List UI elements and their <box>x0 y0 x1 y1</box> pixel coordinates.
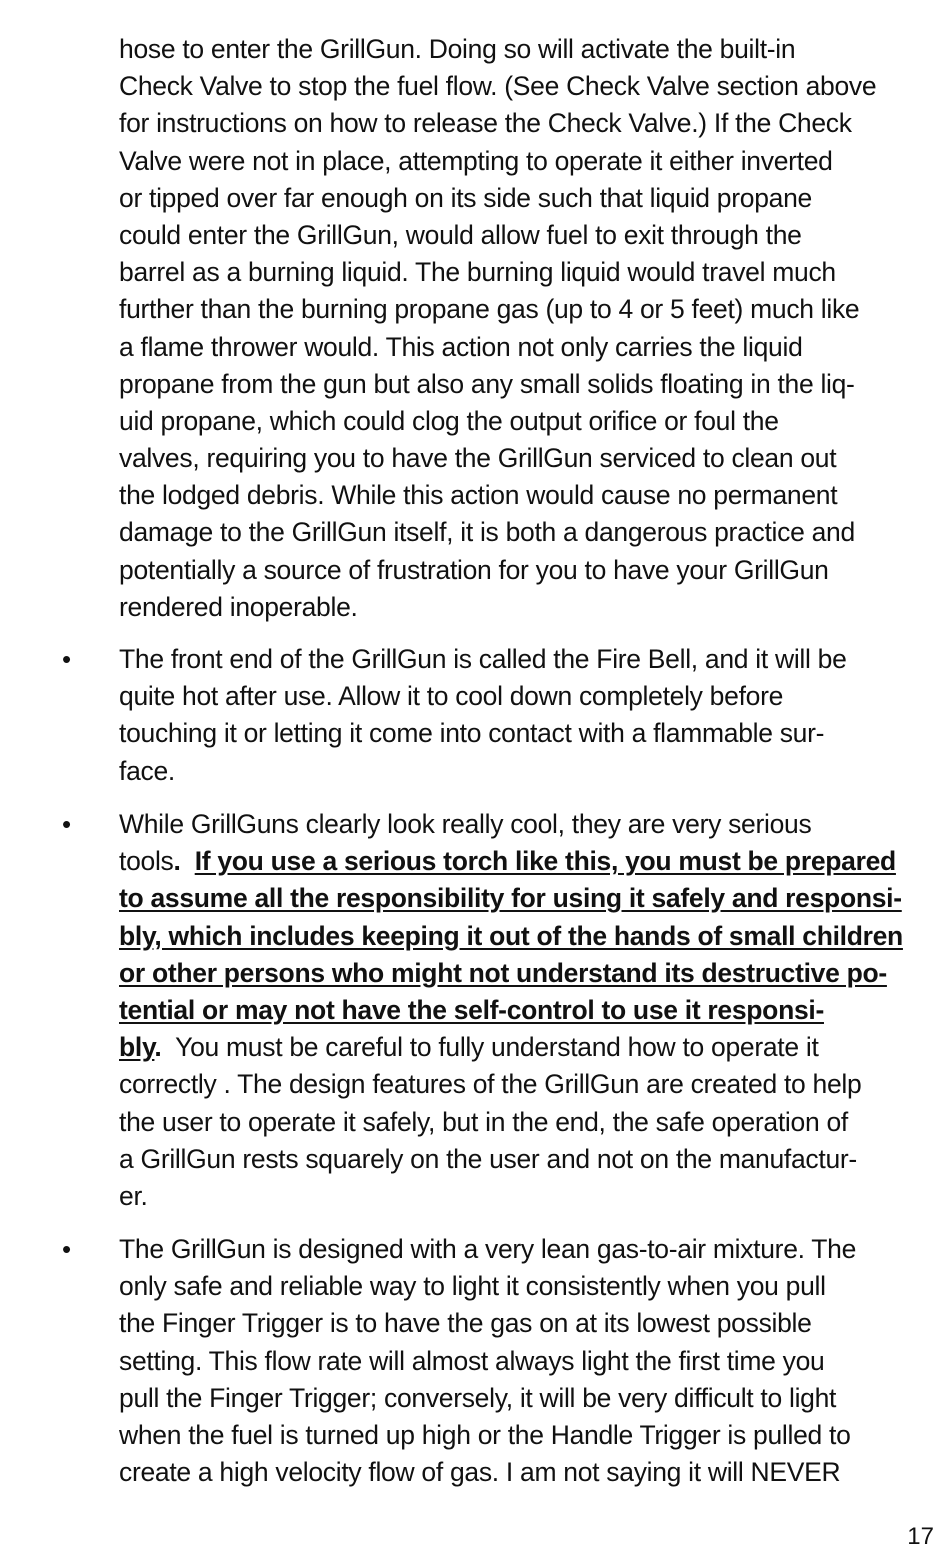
text-line: the Finger Trigger is to have the gas on at its lowest possible <box>119 1308 812 1339</box>
text-line: While GrillGuns clearly look really cool, they are very serious <box>119 809 812 839</box>
text-line: the user to operate it safely, but in the end, the safe operation of <box>119 1106 848 1137</box>
bold-underlined-warning: tential or may not have the self-control to use it responsi- <box>119 994 824 1025</box>
bold-period: . <box>154 1032 162 1063</box>
intro-paragraph <box>119 31 939 626</box>
text-line: for instructions on how to release the Check Valve.) If the Check <box>119 108 852 139</box>
text-line: setting. This flow rate will almost always light the first time you <box>119 1345 825 1376</box>
text-line: the lodged debris. While this action would cause no permanent <box>119 480 838 511</box>
text-line <box>119 1029 939 1066</box>
bullet-marker: • <box>62 809 72 839</box>
text-line <box>119 843 939 880</box>
bullet-item-fire-bell <box>119 641 939 790</box>
text-line: create a high velocity flow of gas. I am not saying it will NEVER <box>119 1457 841 1488</box>
text-line: correctly . The design features of the GrillGun are created to help <box>119 1069 862 1100</box>
text-line: rendered inoperable. <box>119 591 358 622</box>
text-line: when the fuel is turned up high or the Handle Trigger is pulled to <box>119 1419 851 1450</box>
text-line: or tipped over far enough on its side such that liquid propane <box>119 182 812 213</box>
text-line: valves, requiring you to have the GrillGun serviced to clean out <box>119 443 837 474</box>
text-line: further than the burning propane gas (up to 4 or 5 feet) much like <box>119 294 860 325</box>
bullet-marker: • <box>62 1234 72 1264</box>
text-line: pull the Finger Trigger; conversely, it will be very difficult to light <box>119 1382 837 1413</box>
bold-underlined-warning: bly, which includes keeping it out of the hands of small children <box>119 920 903 951</box>
text-line: barrel as a burning liquid. The burning liquid would travel much <box>119 257 836 288</box>
text-line: propane from the gun but also any small solids floating in the liq- <box>119 368 855 399</box>
page-number: 17 <box>907 1523 934 1550</box>
bullet-marker: • <box>62 644 72 674</box>
plain-text: tools <box>119 846 174 877</box>
text-line: damage to the GrillGun itself, it is both a dangerous practice and <box>119 517 855 548</box>
spacing <box>181 846 195 876</box>
text-line: face. <box>119 755 175 786</box>
text-line: could enter the GrillGun, would allow fuel to exit through the <box>119 219 802 250</box>
bullet-item-responsibility <box>119 806 939 1215</box>
text-line: The GrillGun is designed with a very lean gas-to-air mixture. The <box>119 1234 857 1264</box>
text-line: potentially a source of frustration for you to have your GrillGun <box>119 554 829 585</box>
bold-underlined-warning: If you use a serious torch like this, you must be prepared <box>194 846 896 877</box>
plain-text: You must be careful to fully understand how to operate it <box>161 1032 819 1063</box>
text-line: touching it or letting it come into contact with a flammable sur- <box>119 718 825 749</box>
text-line: hose to enter the GrillGun. Doing so will activate the built-in <box>119 34 796 64</box>
bold-underlined-warning: bly <box>119 1032 155 1063</box>
bullet-item-gas-mixture <box>119 1231 939 1491</box>
text-line: only safe and reliable way to light it consistently when you pull <box>119 1271 826 1302</box>
text-line: er. <box>119 1180 148 1211</box>
bold-underlined-warning: to assume all the responsibility for using it safely and responsi- <box>119 883 902 914</box>
bold-underlined-warning: or other persons who might not understand its destructive po- <box>119 957 887 988</box>
text-line: quite hot after use. Allow it to cool down completely before <box>119 681 784 712</box>
text-line: uid propane, which could clog the output orifice or foul the <box>119 405 779 436</box>
text-line: Check Valve to stop the fuel flow. (See Check Valve section above <box>119 71 877 102</box>
text-line: a flame thrower would. This action not only carries the liquid <box>119 331 803 362</box>
text-line: The front end of the GrillGun is called the Fire Bell, and it will be <box>119 644 847 674</box>
text-line: Valve were not in place, attempting to operate it either inverted <box>119 145 833 176</box>
text-line: a GrillGun rests squarely on the user and not on the manufactur- <box>119 1143 857 1174</box>
bold-period: . <box>173 846 181 877</box>
